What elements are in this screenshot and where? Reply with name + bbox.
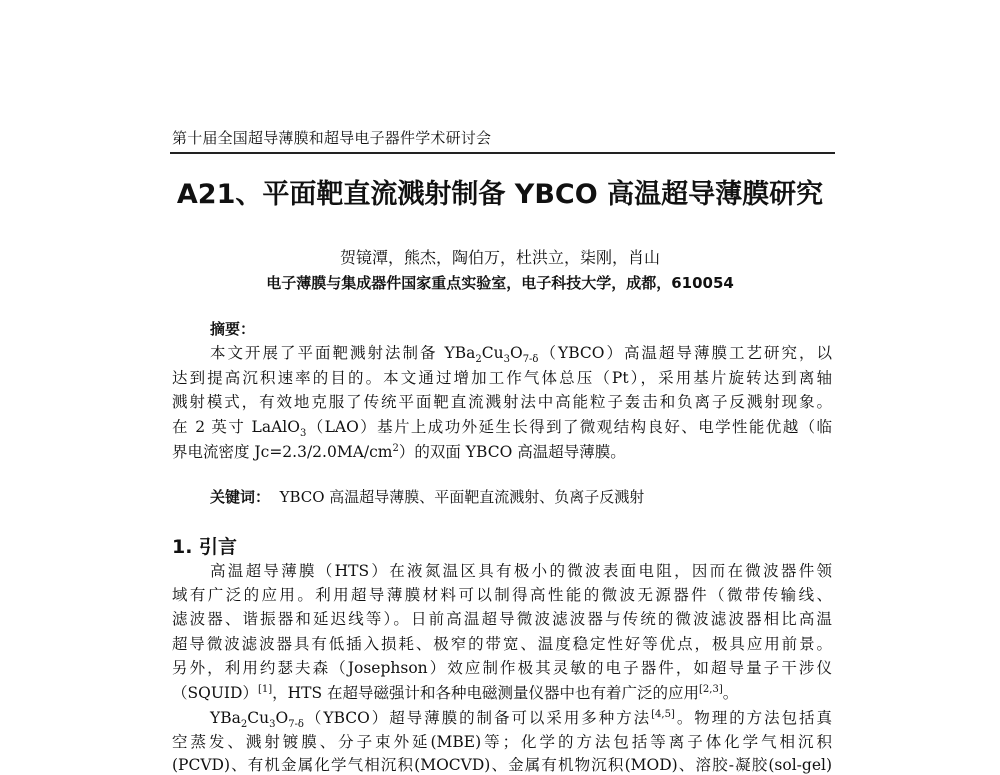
text: 在 2 英寸 LaAlO [172, 418, 300, 436]
keywords [210, 486, 644, 507]
abstract-line: 达到提高沉积速率的目的。本文通过增加工作气体总压（Pt），采用基片旋转达到离轴 [172, 369, 832, 387]
text: O [275, 709, 289, 727]
text: ）的双面 YBCO 高温超导薄膜。 [398, 443, 626, 461]
body-line: 滤波器、谐振器和延迟线等）。日前高温超导微波滤波器与传统的微波滤波器相比高温 [172, 610, 832, 628]
subscript: 3 [269, 719, 276, 731]
body-line: (PCVD)、有机金属化学气相沉积(MOCVD)、金属有机物沉积(MOD)、溶胶-凝胶(sol-gel) [172, 756, 832, 774]
keywords-text: YBCO 高温超导薄膜、平面靶直流溅射、负离子反溅射 [279, 488, 645, 506]
body-line: 空蒸发、溅射镀膜、分子束外延(MBE)等；化学的方法包括等离子体化学气相沉积 [172, 733, 832, 751]
text: （YBCO）高温超导薄膜工艺研究，以 [538, 344, 833, 362]
affiliation: 电子薄膜与集成器件国家重点实验室，电子科技大学，成都，610054 [266, 274, 734, 292]
subscript: 3 [299, 428, 307, 440]
abstract-line [172, 417, 832, 440]
citation: [1] [257, 683, 273, 695]
body-line: 超导微波滤波器具有低插入损耗、极窄的带宽、温度稳定性好等优点，极具应用前景。 [172, 635, 832, 653]
text: O [509, 344, 523, 362]
subscript: 2 [475, 354, 482, 366]
body-line: 域有广泛的应用。利用超导薄膜材料可以制得高性能的微波无源器件（微带传输线、 [172, 586, 832, 604]
abstract-label: 摘要： [210, 320, 256, 338]
authors: 贺镜潭，熊杰，陶伯万，杜洪立，柒刚，肖山 [339, 248, 660, 267]
text: Cu [247, 709, 270, 727]
header-rule [170, 152, 835, 154]
subscript: 7-δ [288, 719, 304, 731]
body-line: 另外，利用约瑟夫森（Josephson）效应制作极其灵敏的电子器件，如超导量子干涉仪 [172, 659, 832, 677]
text: YBa [210, 709, 241, 727]
subscript: 2 [240, 719, 248, 731]
section-heading: 1. 引言 [172, 536, 238, 558]
body-line [210, 708, 832, 731]
text: （LAO）基片上成功外延生长得到了微观结构良好、电学性能优越（临 [306, 418, 832, 436]
text: ，HTS 在超导磁强计和各种电磁测量仪器中也有着广泛的应用 [272, 684, 700, 702]
text: （SQUID） [172, 684, 258, 702]
text: 。 [722, 684, 739, 702]
text: Cu [481, 344, 504, 362]
text: 。物理的方法包括真 [674, 709, 832, 727]
body-line: 高温超导薄膜（HTS）在液氮温区具有极小的微波表面电阻，因而在微波器件领 [210, 562, 832, 580]
paper-title: A21、平面靶直流溅射制备 YBCO 高温超导薄膜研究 [176, 179, 824, 210]
abstract-line [172, 442, 832, 462]
conference-header: 第十届全国超导薄膜和超导电子器件学术研讨会 [172, 129, 492, 147]
text: （YBCO）超导薄膜的制备可以采用多种方法 [303, 709, 652, 727]
abstract-line: 溅射模式，有效地克服了传统平面靶直流溅射法中高能粒子轰击和负离子反溅射现象。 [172, 393, 832, 411]
subscript: 3 [503, 354, 510, 366]
subscript: 7-δ [522, 354, 539, 366]
text: 界电流密度 Jc=2.3/2.0MA/cm [172, 443, 393, 461]
keywords-label: 关键词： [210, 488, 271, 506]
abstract-line [210, 343, 833, 366]
text: 本文开展了平面靶溅射法制备 YBa [210, 344, 476, 362]
citation: [4,5] [651, 708, 675, 720]
citation: [2,3] [699, 683, 723, 695]
superscript: 2 [392, 442, 399, 454]
body-line [172, 683, 832, 703]
